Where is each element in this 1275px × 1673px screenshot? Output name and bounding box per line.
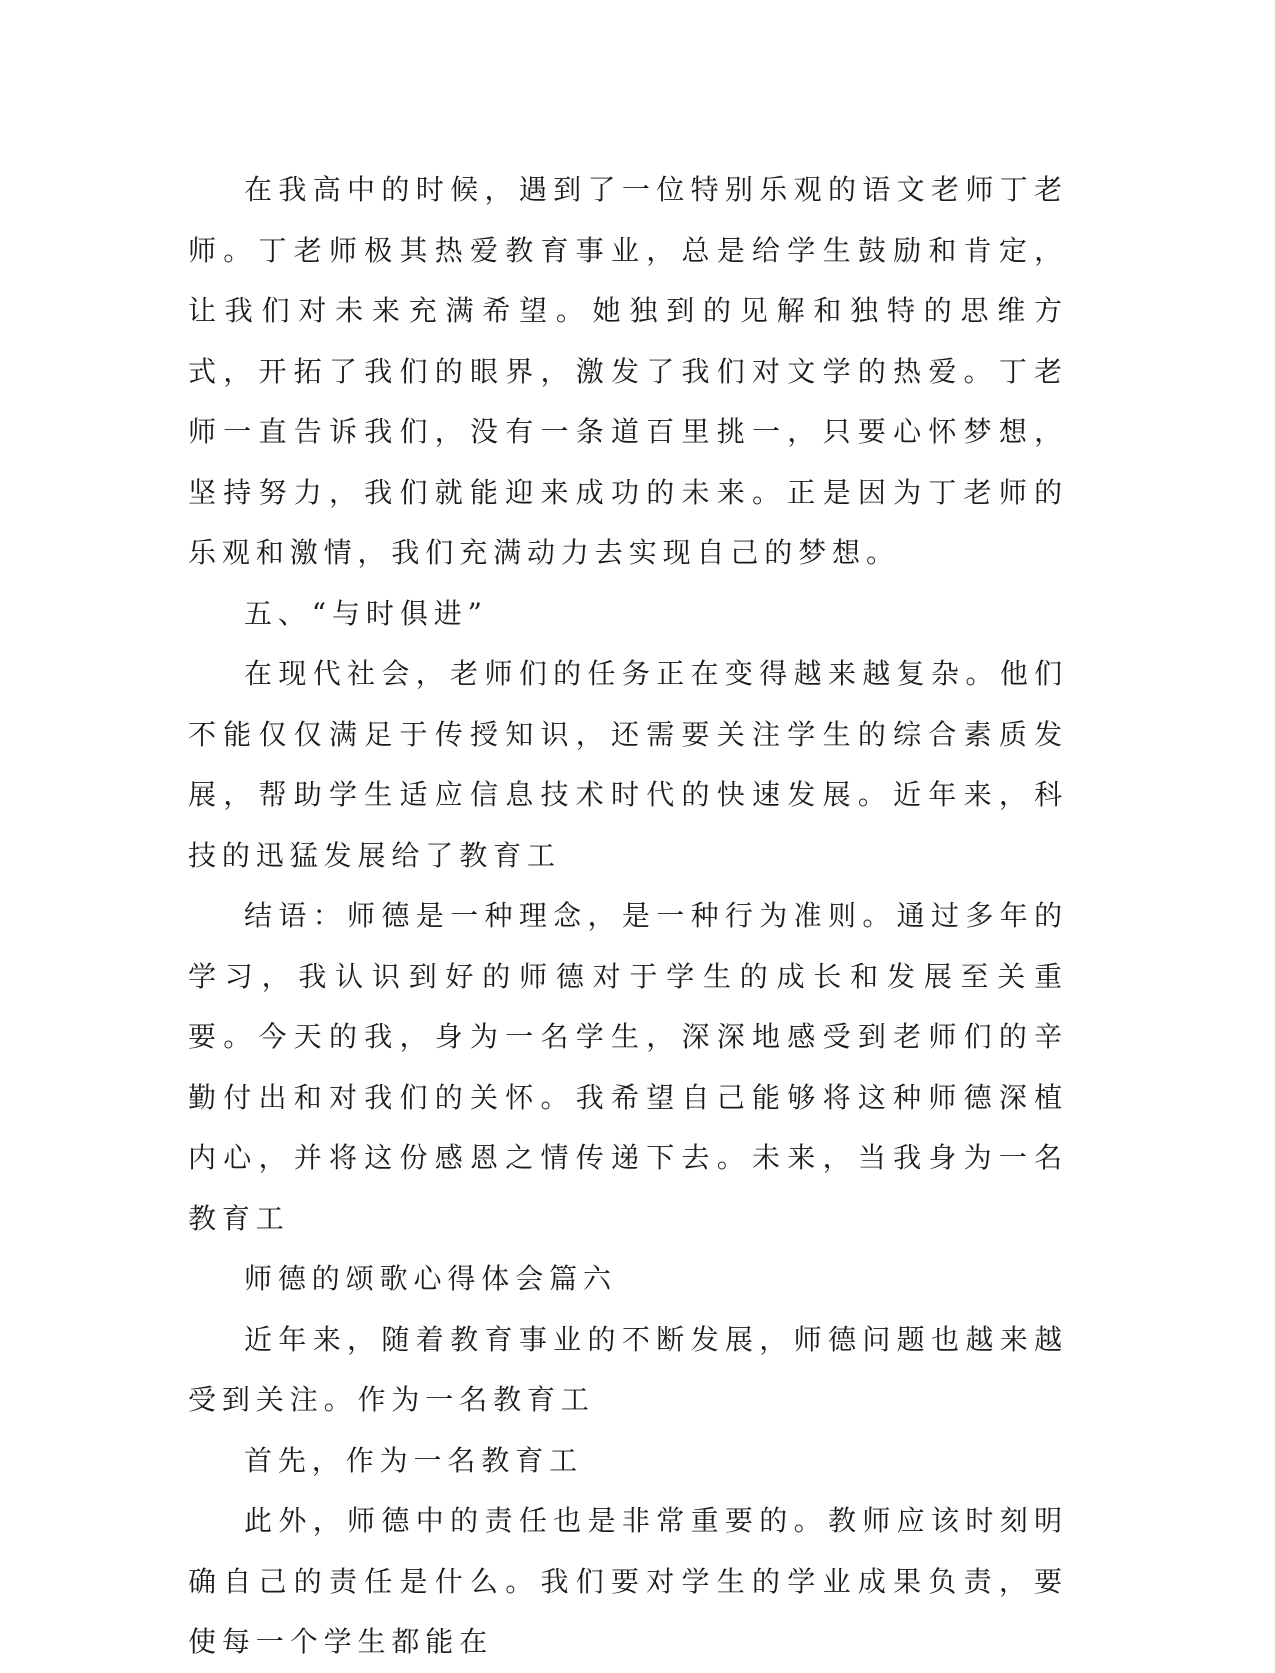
paragraph-teacher-ding: 在我高中的时候，遇到了一位特别乐观的语文老师丁老师。丁老师极其热爱教育事业，总是给学生鼓励和肯定，让我们对未来充满希望。她独到的见解和独特的思维方式，开拓了我们的眼界，激发了我们对文学的热爱。丁老师一直告诉我们，没有一条道百里挑一，只要心怀梦想，坚持努力，我们就能迎来成功的未来。正是因为丁老师的乐观和激情，我们充满动力去实现自己的梦想。 — [188, 173, 1068, 569]
paragraph-first: 首先，作为一名教育工 — [244, 1443, 584, 1477]
document-body — [188, 160, 1068, 1673]
section-heading-part-six: 师德的颂歌心得体会篇六 — [244, 1262, 617, 1295]
section-heading-five: 五、“与时俱进” — [244, 596, 488, 630]
paragraph-responsibility: 此外，师德中的责任也是非常重要的。教师应该时刻明确自己的责任是什么。我们要对学生的学业成果负责，要使每一个学生都能在 — [188, 1504, 1068, 1658]
paragraph-conclusion: 结语：师德是一种理念，是一种行为准则。通过多年的学习，我认识到好的师德对于学生的成长和发展至关重要。今天的我，身为一名学生，深深地感受到老师们的辛勤付出和对我们的关怀。我希望自己能够将这种师德深植内心，并将这份感恩之情传递下去。未来，当我身为一名教育工 — [188, 899, 1068, 1235]
paragraph-recent-years: 近年来，随着教育事业的不断发展，师德问题也越来越受到关注。作为一名教育工 — [188, 1322, 1068, 1416]
paragraph-modern-society: 在现代社会，老师们的任务正在变得越来越复杂。他们不能仅仅满足于传授知识，还需要关注学生的综合素质发展，帮助学生适应信息技术时代的快速发展。近年来，科技的迅猛发展给了教育工 — [188, 657, 1068, 872]
